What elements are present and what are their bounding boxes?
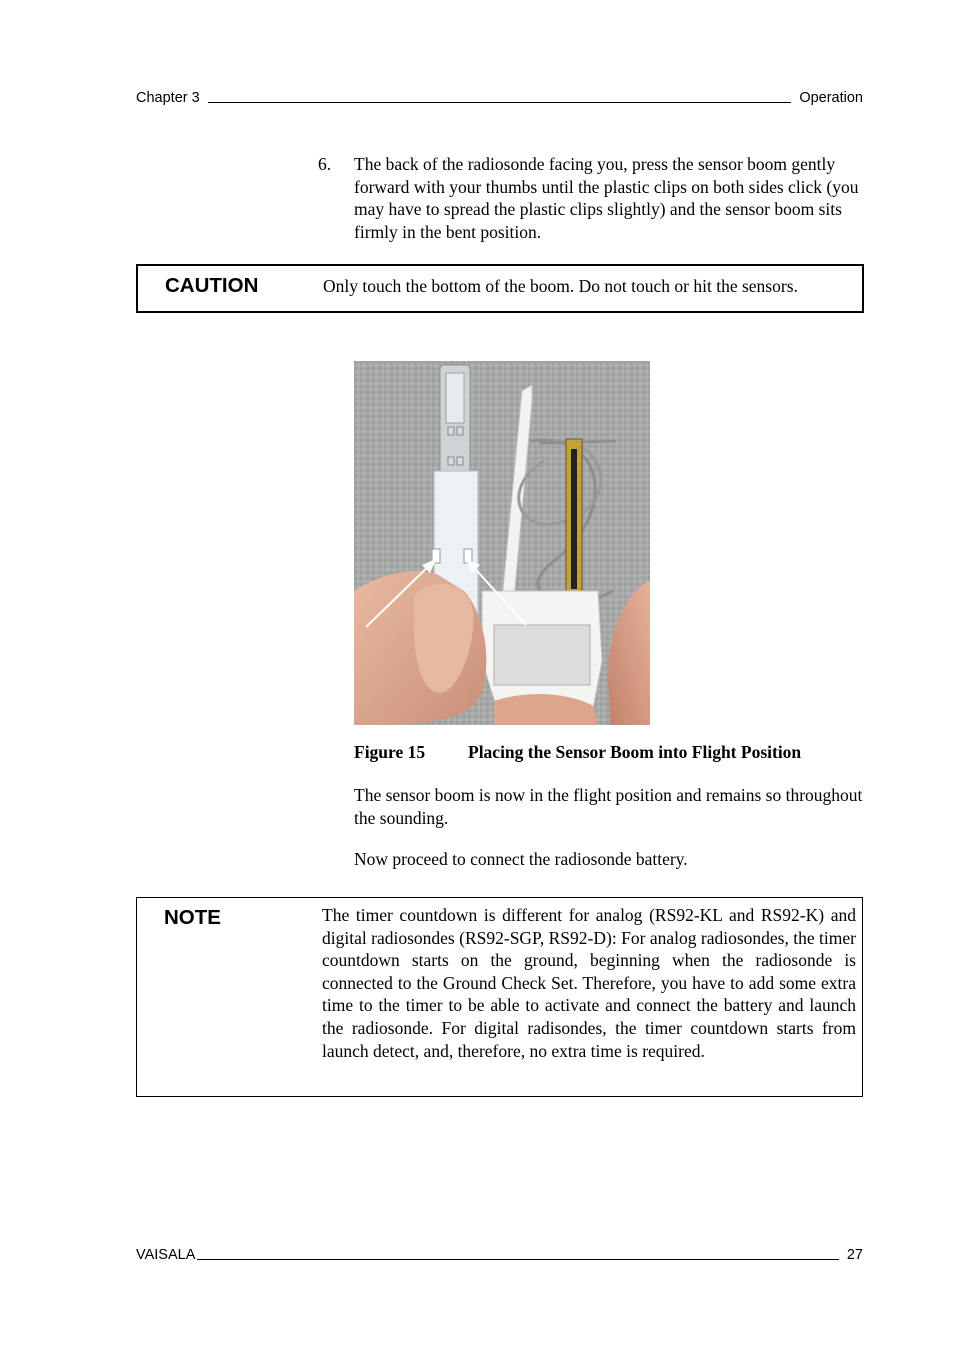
caution-box — [136, 264, 864, 313]
chapter-label: Chapter 3 — [136, 90, 200, 106]
header-rule — [208, 102, 792, 103]
page-header — [136, 86, 863, 106]
figure-number: Figure 15 — [354, 742, 426, 762]
note-label: NOTE — [164, 906, 221, 929]
note-text: The timer countdown is different for analog (RS92-KL and RS92-K) and digital radiosondes (RS92-SGP, RS92-D): For analog radiosondes, the timer countdown starts on the ground, beginning when the radiosonde is connected to the Ground Check Set. Therefore, you have to add some extra time to the timer to be able to activate and connect the battery and launch the radiosonde. For digital radisondes, the timer countdown starts from launch detect, and, therefore, no extra time is required. — [322, 905, 856, 1061]
paragraph-connect-battery: Now proceed to connect the radiosonde battery. — [354, 849, 688, 869]
page-footer — [136, 1243, 863, 1263]
note-box — [136, 897, 863, 1097]
step-item — [318, 153, 863, 243]
footer-rule — [197, 1259, 838, 1260]
step-number: 6. — [318, 154, 332, 174]
figure-caption — [354, 741, 863, 763]
caution-label: CAUTION — [165, 274, 259, 297]
step-text: The back of the radiosonde facing you, press the sensor boom gently forward with your thumbs until the plastic clips on both sides click (you may have to spread the plastic clips slightly) and the sensor boom sits firmly in the bent position. — [354, 154, 859, 242]
page-number: 27 — [846, 1247, 863, 1263]
paragraph-flight-position: The sensor boom is now in the flight position and remains so throughout the sounding. — [354, 785, 863, 828]
section-label: Operation — [799, 90, 863, 106]
figure-photo — [354, 361, 650, 725]
caution-text: Only touch the bottom of the boom. Do not touch or hit the sensors. — [323, 276, 798, 296]
figure-title: Placing the Sensor Boom into Flight Position — [468, 742, 802, 762]
company-name: VAISALA — [136, 1247, 196, 1263]
